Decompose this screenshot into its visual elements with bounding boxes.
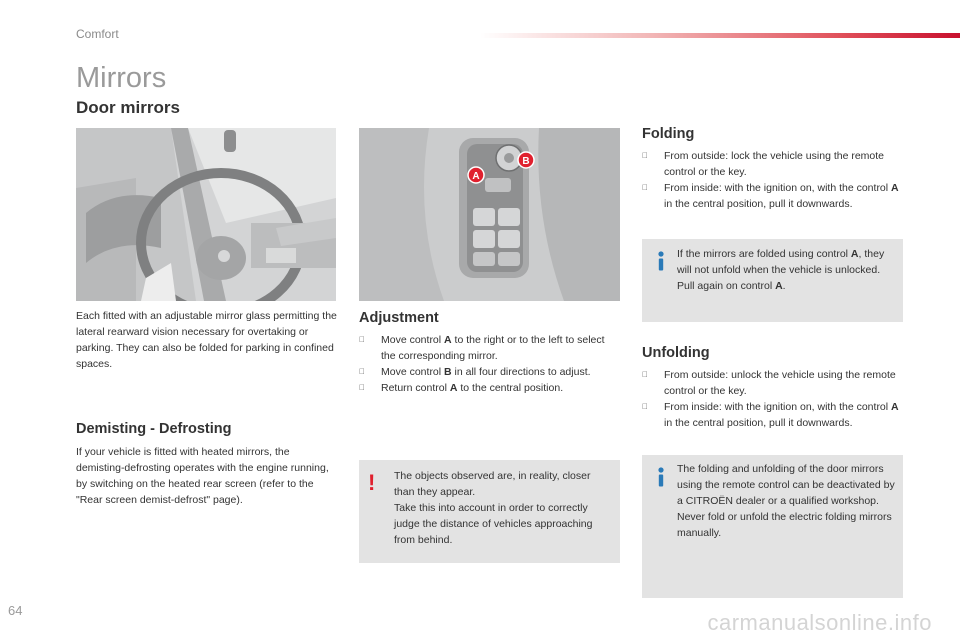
page-title: Mirrors <box>76 62 167 94</box>
unfolding-info-box <box>642 455 903 598</box>
label-a-text: A <box>472 171 480 182</box>
section-label: Comfort <box>76 27 119 41</box>
folding-info-box <box>642 239 903 322</box>
adjustment-item: Move control B in all four directions to adjust. <box>359 364 614 380</box>
adjustment-item: Move control A to the right or to the left to select the corresponding mirror. <box>359 332 614 364</box>
interior-illustration <box>76 128 336 301</box>
interior-mirror-photo <box>76 128 336 301</box>
page-number: 64 <box>8 603 23 618</box>
bullet-box-icon <box>642 148 656 164</box>
info-icon <box>654 467 668 487</box>
unfolding-heading: Unfolding <box>642 345 710 361</box>
folding-heading: Folding <box>642 126 695 142</box>
label-b-text: B <box>522 156 530 167</box>
adjustment-list <box>359 332 614 396</box>
unfolding-info-text: The folding and unfolding of the door mirrors using the remote control can be deactivated by a CITROËN dealer or a qualified workshop. Never fold or unfold the electric folding mirrors manually. <box>677 463 895 539</box>
warning-box <box>359 460 620 563</box>
info-icon <box>654 251 668 271</box>
folding-list <box>642 148 900 212</box>
page-subtitle: Door mirrors <box>76 98 180 117</box>
bullet-box-icon <box>359 332 373 348</box>
bullet-box-icon <box>642 367 656 383</box>
mirror-control-photo <box>359 128 620 301</box>
folding-info-text: If the mirrors are folded using control A, they will not unfold when the vehicle is unlocked. Pull again on control A. <box>677 248 885 292</box>
folding-item: From inside: with the ignition on, with the control A in the central position, pull it downwards. <box>642 180 900 212</box>
adjustment-heading: Adjustment <box>359 310 439 326</box>
folding-item: From outside: lock the vehicle using the remote control or the key. <box>642 148 900 180</box>
unfolding-item: From inside: with the ignition on, with the control A in the central position, pull it downwards. <box>642 399 900 431</box>
bullet-box-icon <box>642 180 656 196</box>
demisting-paragraph: If your vehicle is fitted with heated mirrors, the demisting-defrosting operates with the engine running, by switching on the heated rear screen (refer to the "Rear screen demist-defrost" page). <box>76 446 329 506</box>
unfolding-list <box>642 367 900 431</box>
header-accent-bar <box>480 33 960 38</box>
unfolding-item: From outside: unlock the vehicle using the remote control or the key. <box>642 367 900 399</box>
watermark: carmanualsonline.info <box>707 610 932 635</box>
control-panel-illustration <box>359 128 620 301</box>
warning-text: The objects observed are, in reality, closer than they appear. Take this into account in order to correctly judge the distance of vehicles approaching from behind. <box>394 470 593 546</box>
bullet-box-icon <box>359 364 373 380</box>
bullet-box-icon <box>642 399 656 415</box>
warning-icon: ! <box>368 470 376 495</box>
adjustment-item: Return control A to the central position. <box>359 380 614 396</box>
bullet-box-icon <box>359 380 373 396</box>
intro-paragraph: Each fitted with an adjustable mirror glass permitting the lateral rearward vision necessary for overtaking or parking. They can also be folded for parking in confined spaces. <box>76 310 337 370</box>
demisting-heading: Demisting - Defrosting <box>76 421 232 437</box>
